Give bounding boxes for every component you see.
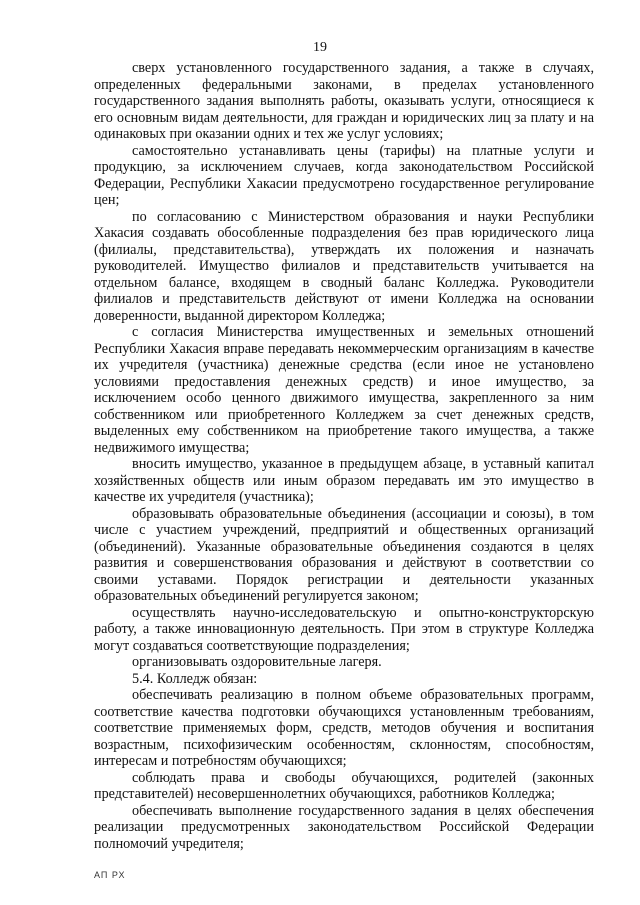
paragraph: организовывать оздоровительные лагеря. xyxy=(132,654,382,670)
paragraph: осуществлять научно-исследовательскую и опытно-конструкторскую работу, а также инновационную деятельность. При этом в структуре Колледжа могут создаваться соответствующие подразделения; xyxy=(94,604,594,654)
page-number: 19 xyxy=(313,40,327,55)
paragraph: самостоятельно устанавливать цены (тарифы) на платные услуги и продукцию, за исключением случаев, когда законодательством Российской Федерации, Республики Хакасии предусмотрено государственное регулирование цен; xyxy=(94,142,594,208)
document-body xyxy=(94,60,594,852)
paragraph: с согласия Министерства имущественных и земельных отношений Республики Хакасия вправе передавать некоммерческим организациям в качестве их учредителя (участника) денежные средства (если иное не установлено условиями предоставления денежных средств) и иное имущество, за исключением особо ценного движимого имущества, закрепленного за ним собственником или приобретенного Колледжем за счет денежных средств, выделенных ему собственником на приобретение такого имущества, а также недвижимого имущества; xyxy=(94,324,594,456)
paragraph: обеспечивать реализацию в полном объеме образовательных программ, соответствие качества подготовки обучающихся установленным требованиям, соответствие применяемых форм, средств, методов обучения и воспитания возрастным, психофизическим особенностям, склонностям, способностям, интересам и потребностям обучающихся; xyxy=(94,687,594,769)
footer-mark: АП РХ xyxy=(94,870,126,880)
paragraph: обеспечивать выполнение государственного задания в целях обеспечения реализации предусмотренных законодательством Российской Федерации полномочий учредителя; xyxy=(94,802,594,852)
paragraph: соблюдать права и свободы обучающихся, родителей (законных представителей) несовершеннолетних обучающихся, работников Колледжа; xyxy=(94,769,594,802)
paragraph: сверх установленного государственного задания, а также в случаях, определенных федеральными законами, в пределах установленного государственного задания выполнять работы, оказывать услуги, относящиеся к его основным видам деятельности, для граждан и юридических лиц за плату и на одинаковых при оказании одних и тех же услуг условиях; xyxy=(94,60,594,142)
paragraph: образовывать образовательные объединения (ассоциации и союзы), в том числе с участием учреждений, предприятий и общественных организаций (объединений). Указанные образовательные объединения создаются в целях развития и совершенствования образования и действуют в соответствии со своими уставами. Порядок регистрации и деятельности указанных образовательных объединений регулируется законом; xyxy=(94,505,594,604)
section-heading: 5.4. Колледж обязан: xyxy=(132,670,258,687)
paragraph: вносить имущество, указанное в предыдущем абзаце, в уставный капитал хозяйственных обществ или иным образом передавать им это имущество в качестве их учредителя (участника); xyxy=(94,456,594,505)
paragraph: по согласованию с Министерством образования и науки Республики Хакасия создавать обособленные подразделения без прав юридического лица (филиалы, представительства), утверждать их положения и назначать руководителей. Имущество филиалов и представительств учитывается на отдельном балансе, входящем в сводный баланс Колледжа. Руководители филиалов и представительств действуют от имени Колледжа на основании доверенности, выданной директором Колледжа; xyxy=(94,208,594,324)
